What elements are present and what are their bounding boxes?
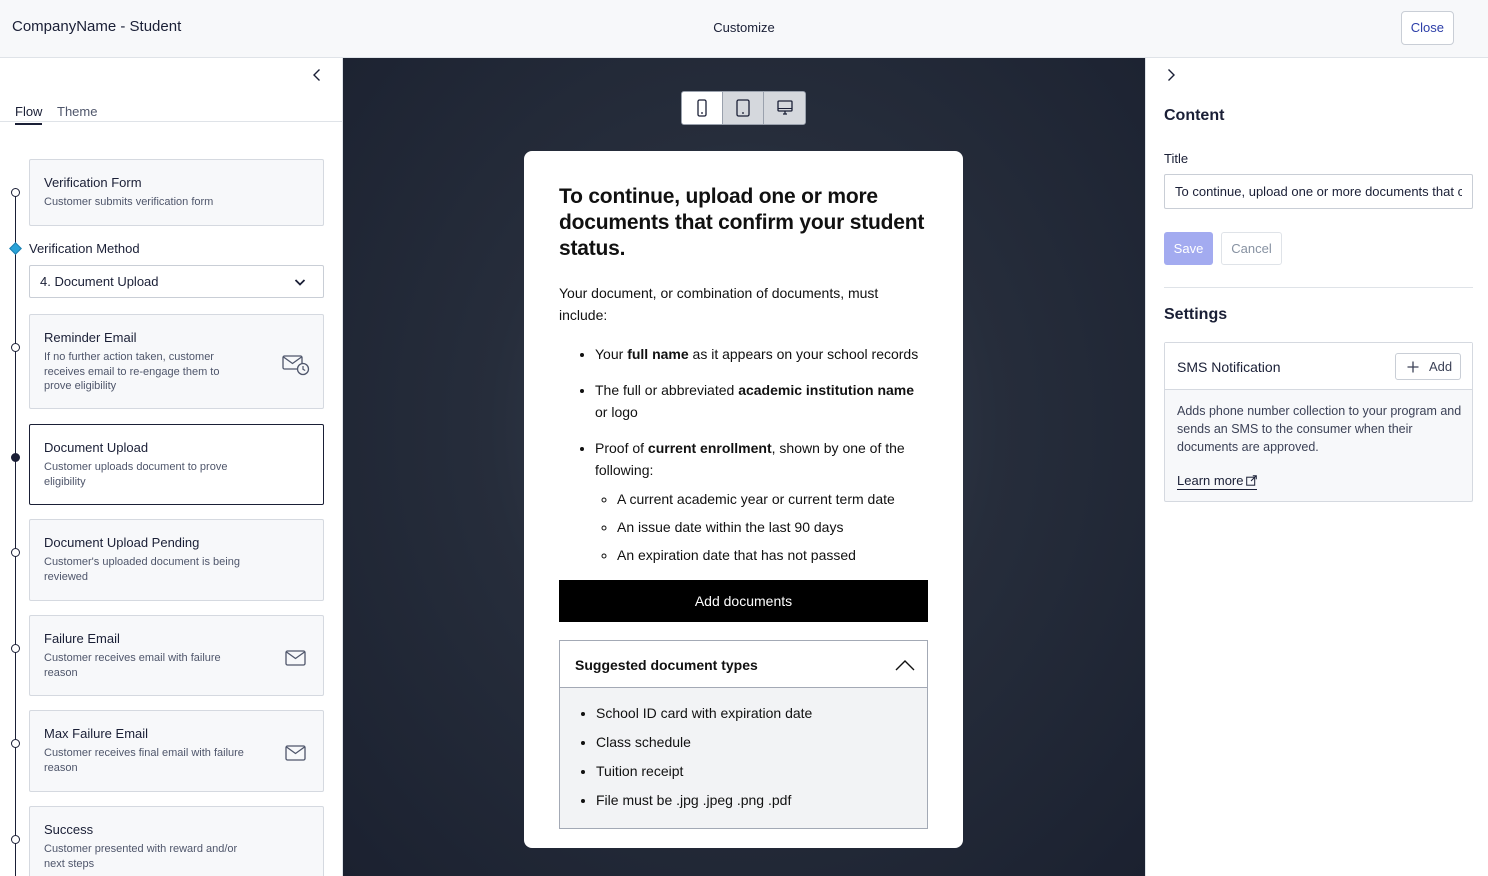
suggested-documents-accordion	[559, 640, 928, 829]
step-card-verification-form[interactable]	[29, 159, 324, 226]
requirements-list	[559, 343, 928, 566]
add-documents-button[interactable]: Add documents	[559, 580, 928, 622]
step-card-document-upload[interactable]	[29, 424, 324, 505]
timeline-dot	[11, 548, 20, 557]
step-description: Customer receives email with failure reason	[44, 652, 221, 679]
step-card-document-upload-pending[interactable]	[29, 519, 324, 601]
panel-tabs	[0, 102, 343, 122]
timeline-diamond-icon	[9, 242, 22, 255]
list-item: • Tuition receipt	[596, 760, 927, 782]
step-description: If no further action taken, customer receives email to re-engage them to prove eligibility	[44, 351, 220, 392]
timeline-dot	[11, 188, 20, 197]
list-item: • The full or abbreviated academic institution name or logo	[595, 379, 928, 423]
content-heading: Content	[1164, 107, 1225, 124]
desktop-view-button[interactable]	[764, 92, 805, 124]
chevron-up-icon	[895, 659, 915, 671]
step-title: Max Failure Email	[44, 726, 149, 741]
accordion-header[interactable]	[560, 641, 927, 688]
tablet-view-button[interactable]	[723, 92, 764, 124]
tablet-icon	[735, 99, 751, 117]
list-item: • Your full name as it appears on your school records	[595, 343, 928, 365]
step-card-reminder-email[interactable]	[29, 314, 324, 409]
preview-intro: Your document, or combination of documents, must include:	[559, 285, 879, 323]
tab-flow[interactable]: Flow	[15, 104, 42, 125]
mobile-view-button[interactable]	[682, 92, 723, 124]
step-title: Document Upload	[44, 440, 149, 455]
mail-icon	[282, 647, 310, 671]
list-item: • Proof of current enrollment, shown by one of the following: ◦ A current academic year or current term date ◦ An issue date within the last 90 days ◦ An expiration date that has not passed	[595, 437, 928, 566]
close-button[interactable]: Close	[1401, 11, 1454, 45]
cancel-button[interactable]: Cancel	[1221, 232, 1282, 265]
learn-more-label: Learn more	[1177, 473, 1244, 488]
title-label: Title	[1164, 151, 1189, 166]
step-title: Verification Form	[44, 175, 142, 190]
accordion-body	[560, 688, 927, 828]
add-label: Add	[1429, 359, 1453, 374]
divider	[1164, 287, 1473, 288]
sms-notification-card	[1164, 342, 1473, 502]
properties-panel	[1145, 58, 1488, 876]
device-toggle	[681, 91, 806, 125]
step-title: Reminder Email	[44, 330, 137, 345]
top-bar	[0, 0, 1488, 58]
mobile-preview-frame	[524, 151, 963, 848]
save-button[interactable]: Save	[1164, 232, 1213, 265]
step-description: Customer receives final email with failure reason	[44, 747, 244, 774]
document-types-list	[560, 702, 927, 811]
accordion-title: Suggested document types	[575, 657, 758, 673]
list-item: • Class schedule	[596, 731, 927, 753]
plus-icon	[1407, 361, 1419, 373]
verification-method-label: Verification Method	[29, 241, 140, 256]
mail-icon	[282, 742, 310, 766]
flow-panel	[0, 58, 343, 876]
page-title: Customize	[713, 20, 775, 35]
sms-title: SMS Notification	[1177, 359, 1281, 375]
learn-more-link[interactable]	[1177, 473, 1257, 490]
timeline-dot	[11, 739, 20, 748]
step-description: Customer uploads document to prove eligibility	[44, 461, 228, 488]
list-item: • School ID card with expiration date	[596, 702, 927, 724]
mobile-icon	[694, 99, 710, 117]
step-description: Customer submits verification form	[44, 196, 214, 208]
sms-description: Adds phone number collection to your program and sends an SMS to the consumer when their documents are approved.	[1177, 404, 1462, 454]
list-item: ◦ A current academic year or current term date	[617, 488, 928, 510]
desktop-icon	[776, 99, 794, 117]
app-title: CompanyName - Student	[12, 18, 182, 35]
settings-heading: Settings	[1164, 306, 1228, 323]
add-sms-button[interactable]	[1395, 353, 1461, 380]
tab-theme[interactable]: Theme	[57, 104, 98, 119]
timeline-dot	[11, 644, 20, 653]
step-title: Document Upload Pending	[44, 535, 200, 550]
enrollment-proof-list	[595, 488, 928, 566]
step-title: Success	[44, 822, 94, 837]
timeline-dot-active	[11, 453, 20, 462]
list-item: • File must be .jpg .jpeg .png .pdf	[596, 789, 927, 811]
step-description: Customer presented with reward and/or next steps	[44, 843, 238, 870]
timeline-line	[15, 189, 16, 876]
chevron-left-icon[interactable]	[309, 67, 325, 83]
chevron-right-icon[interactable]	[1163, 67, 1179, 83]
list-item: ◦ An expiration date that has not passed	[617, 544, 928, 566]
mail-clock-icon	[282, 353, 310, 377]
step-card-failure-email[interactable]	[29, 615, 324, 696]
timeline-dot	[11, 835, 20, 844]
list-item: ◦ An issue date within the last 90 days	[617, 516, 928, 538]
preview-canvas	[343, 58, 1145, 876]
step-description: Customer's uploaded document is being reviewed	[44, 556, 240, 583]
step-card-success[interactable]	[29, 806, 324, 876]
verification-method-select[interactable]	[29, 265, 324, 298]
chevron-down-icon	[294, 277, 306, 287]
preview-title: To continue, upload one or more documents that confirm your student status.	[559, 185, 925, 260]
step-card-max-failure-email[interactable]	[29, 710, 324, 792]
step-title: Failure Email	[44, 631, 120, 646]
timeline-dot	[11, 343, 20, 352]
sms-card-header	[1165, 343, 1472, 390]
external-link-icon	[1246, 475, 1257, 486]
title-input[interactable]	[1164, 174, 1473, 209]
select-value: 4. Document Upload	[40, 274, 159, 289]
